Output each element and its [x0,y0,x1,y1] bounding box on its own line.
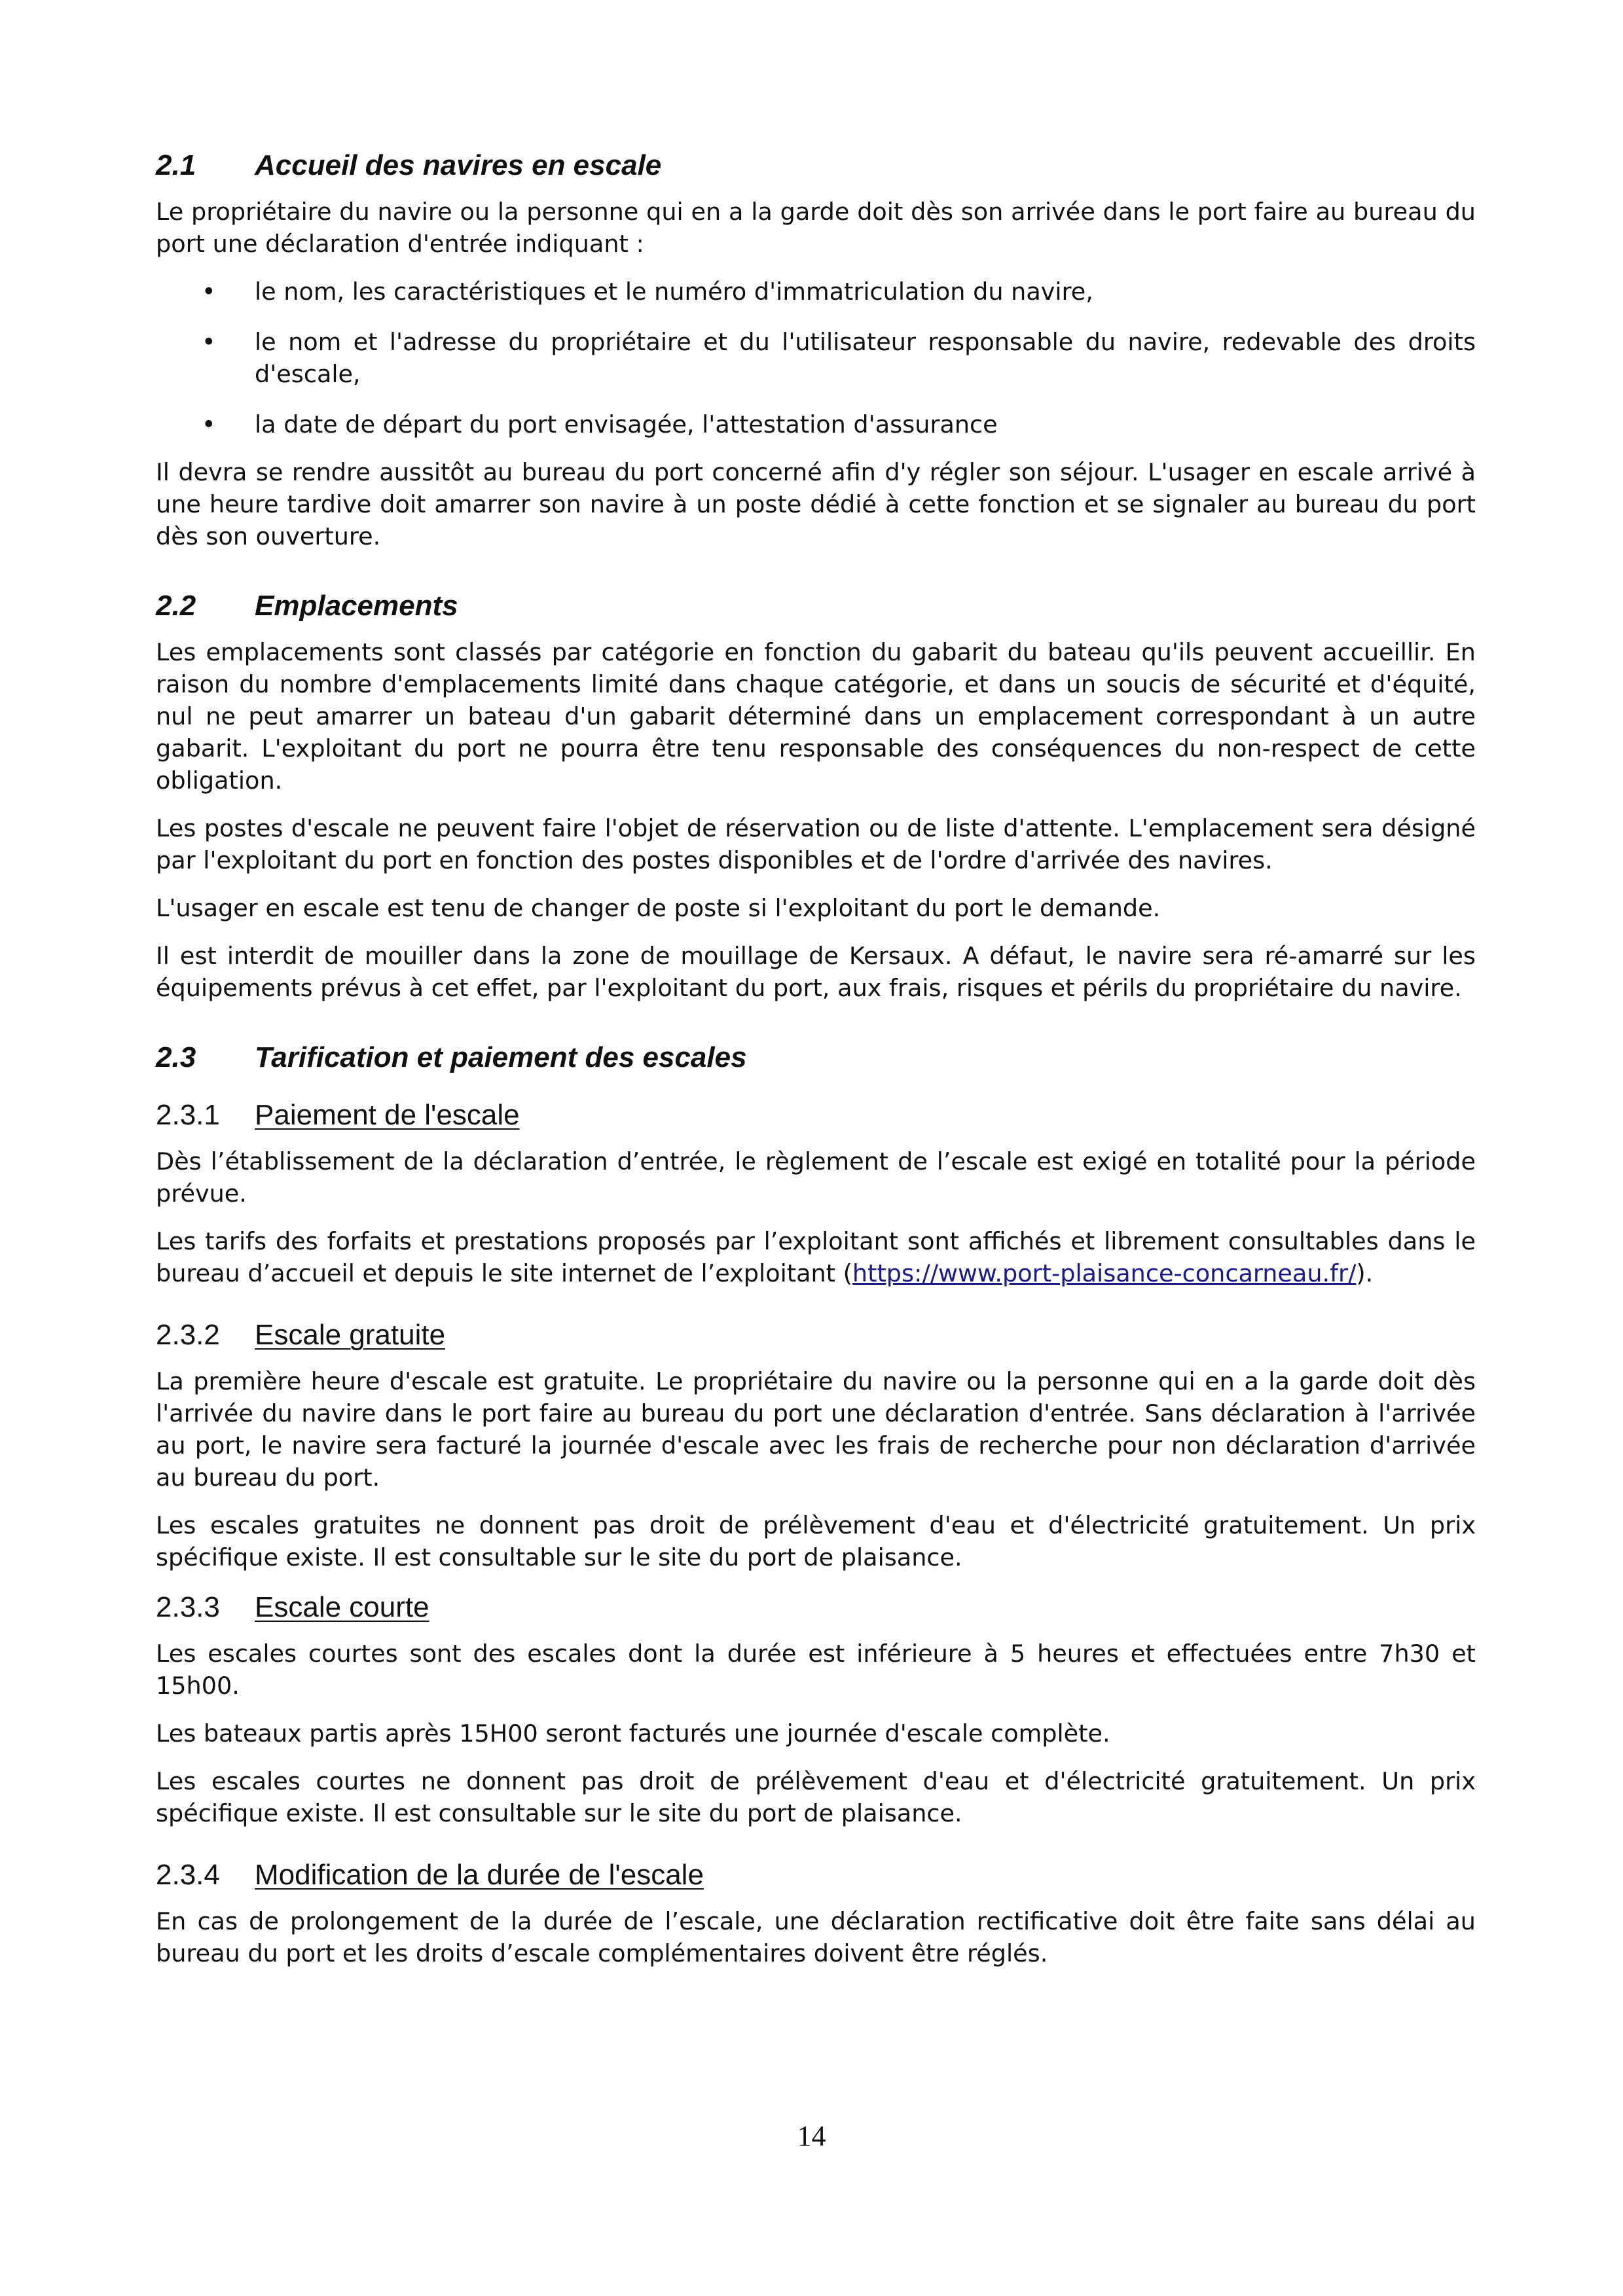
bullet-icon: • [202,410,216,439]
list-item-text: la date de départ du port envisagée, l'attestation d'assurance [255,410,998,439]
paragraph: Les postes d'escale ne peuvent faire l'objet de réservation ou de liste d'attente. L'emplacement sera désigné par l'exploitant du port en fonction des postes disponibles et de l'ordre d'arrivée des navires. [156,814,1476,874]
paragraph: Dès l’établissement de la déclaration d’entrée, le règlement de l’escale est exigé en totalité pour la période prévue. [156,1147,1476,1208]
paragraph: L'usager en escale est tenu de changer de poste si l'exploitant du port le demande. [156,894,1161,922]
paragraph: La première heure d'escale est gratuite. Le propriétaire du navire ou la personne qui en a la garde doit dès l'arrivée du navire dans le port faire au bureau du port une déclaration d'entrée. Sans déclaration à l'arrivée au port, le navire sera facturé la journée d'escale avec les frais de recherche pour non déclaration d'arrivée au bureau du port. [156,1367,1476,1492]
subsection-title: Paiement de l'escale [255,1099,520,1131]
paragraph: Les escales courtes ne donnent pas droit de prélèvement d'eau et d'électricité gratuitement. Un prix spécifique existe. Il est consultable sur le site du port de plaisance. [156,1767,1476,1827]
section-heading-2-2 [156,588,1476,624]
section-number: 2.2 [156,590,196,622]
list-item-text: le nom, les caractéristiques et le numéro d'immatriculation du navire, [255,278,1093,306]
website-link[interactable]: https://www.port-plaisance-concarneau.fr/ [852,1259,1357,1287]
subsection-title: Modification de la durée de l'escale [255,1859,704,1891]
subsection-title: Escale courte [255,1591,429,1623]
paragraph: Les bateaux partis après 15H00 seront facturés une journée d'escale complète. [156,1719,1110,1748]
page-number: 14 [797,2120,826,2152]
subsection-title: Escale gratuite [255,1319,446,1351]
paragraph: Les escales courtes sont des escales dont la durée est inférieure à 5 heures et effectuées entre 7h30 et 15h00. [156,1640,1476,1700]
section-title: Tarification et paiement des escales [255,1041,747,1073]
bullet-icon: • [202,328,216,356]
paragraph: Il est interdit de mouiller dans la zone de mouillage de Kersaux. A défaut, le navire sera ré-amarré sur les équipements prévus à cet effet, par l'exploitant du port, aux frais, risques et périls du propriétaire du navire. [156,942,1476,1002]
subsection-number: 2.3.1 [156,1099,220,1131]
paragraph-text: Les tarifs des forfaits et prestations proposés par l’exploitant sont affichés et librement consultables dans le bureau d’accueil et depuis le site internet de l’exploitant ( [156,1227,1476,1287]
page-content [156,147,1476,1985]
subsection-heading-2-3-1 [156,1097,1476,1134]
subsection-heading-2-3-4 [156,1857,1476,1893]
list-item [156,326,1476,390]
bullet-list [156,276,1476,440]
list-item [156,276,1476,308]
section-number: 2.3 [156,1041,196,1073]
subsection-number: 2.3.2 [156,1319,220,1351]
paragraph: Le propriétaire du navire ou la personne qui en a la garde doit dès son arrivée dans le port faire au bureau du port une déclaration d'entrée indiquant : [156,198,1476,258]
paragraph: Il devra se rendre aussitôt au bureau du port concerné afin d'y régler son séjour. L'usager en escale arrivé à une heure tardive doit amarrer son navire à un poste dédié à cette fonction et se signaler au bureau du port dès son ouverture. [156,458,1476,550]
section-number: 2.1 [156,149,196,181]
paragraph: Les emplacements sont classés par catégorie en fonction du gabarit du bateau qu'ils peuvent accueillir. En raison du nombre d'emplacements limité dans chaque catégorie, et dans un soucis de sécurité et d'équité, nul ne peut amarrer un bateau d'un gabarit déterminé dans un emplacement correspondant à un autre gabarit. L'exploitant du port ne pourra être tenu responsable des conséquences du non-respect de cette obligation. [156,638,1476,795]
section-heading-2-3 [156,1039,1476,1076]
paragraph: En cas de prolongement de la durée de l’escale, une déclaration rectificative doit être faite sans délai au bureau du port et les droits d’escale complémentaires doivent être réglés. [156,1907,1476,1967]
paragraph-text: ). [1356,1259,1374,1287]
section-heading-2-1 [156,147,1476,184]
paragraph: Les escales gratuites ne donnent pas droit de prélèvement d'eau et d'électricité gratuitement. Un prix spécifique existe. Il est consultable sur le site du port de plaisance. [156,1511,1476,1571]
section-title: Accueil des navires en escale [255,149,662,181]
subsection-heading-2-3-3 [156,1589,1476,1626]
bullet-icon: • [202,278,216,306]
subsection-number: 2.3.3 [156,1591,220,1623]
list-item [156,408,1476,440]
subsection-heading-2-3-2 [156,1317,1476,1354]
subsection-number: 2.3.4 [156,1859,220,1891]
section-title: Emplacements [255,590,458,622]
paragraph-with-link [156,1225,1476,1289]
list-item-text: le nom et l'adresse du propriétaire et du l'utilisateur responsable du navire, redevable des droits d'escale, [255,328,1476,388]
